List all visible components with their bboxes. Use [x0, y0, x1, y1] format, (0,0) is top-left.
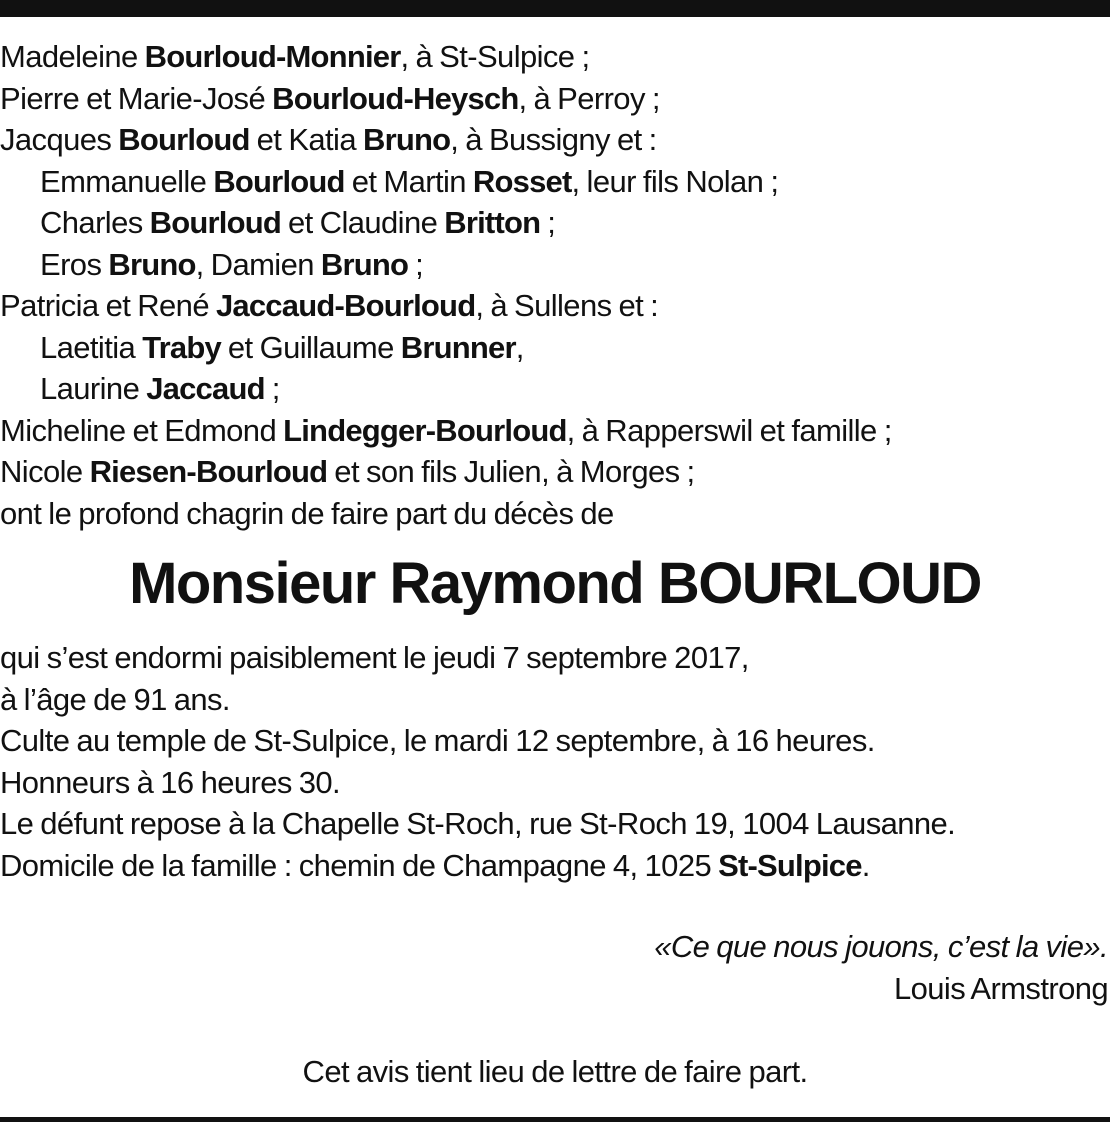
text-span: Laetitia	[40, 329, 143, 365]
detail-line: à l’âge de 91 ans.	[0, 681, 230, 717]
bottom-rule	[0, 1117, 1110, 1122]
text-span: et Guillaume	[220, 329, 401, 365]
text-span: et Claudine	[281, 205, 445, 240]
family-name: Bruno	[320, 246, 409, 282]
announcement-line: ont le profond chagrin de faire part du décès de	[0, 495, 614, 531]
family-line	[0, 244, 1110, 286]
text-span: ;	[540, 205, 556, 240]
text-span: , à St-Sulpice ;	[400, 39, 590, 74]
text-span: Patricia et René	[0, 288, 216, 323]
text-span: Pierre et Marie-José	[0, 80, 273, 116]
text-span: , à Rapperswil et famille ;	[566, 412, 892, 448]
top-rule	[0, 0, 1110, 17]
text-span: Eros	[40, 246, 109, 282]
family-name: Bourloud	[118, 122, 250, 157]
text-span: Emmanuelle	[40, 163, 214, 199]
family-name: Lindegger-Bourloud	[283, 412, 567, 448]
family-name: Bourloud	[149, 205, 281, 240]
family-line	[0, 119, 1110, 161]
text-span: , à Sullens et :	[475, 288, 659, 323]
text-span: , à Bussigny et :	[450, 122, 657, 157]
text-span: Micheline et Edmond	[0, 412, 284, 448]
family-line	[0, 36, 1110, 78]
family-list	[0, 36, 1110, 534]
text-span: Domicile de la famille : chemin de Champagne 4, 1025	[0, 847, 719, 883]
family-line	[0, 327, 1110, 369]
detail-line: Culte au temple de St-Sulpice, le mardi 12 septembre, à 16 heures.	[0, 723, 875, 758]
family-name: Bourloud-Heysch	[272, 80, 519, 116]
place-name: St-Sulpice	[718, 847, 862, 883]
text-span: Nicole	[0, 454, 90, 489]
closing-note: Cet avis tient lieu de lettre de faire part.	[302, 1054, 808, 1089]
family-name: Riesen-Bourloud	[89, 454, 328, 489]
text-span: , à Perroy ;	[518, 80, 660, 116]
family-line	[0, 451, 1110, 493]
text-span: Laurine	[40, 371, 147, 406]
text-span: , Damien	[195, 246, 321, 282]
text-span: ,	[515, 329, 524, 365]
service-details	[0, 637, 1110, 886]
detail-line: qui s’est endormi paisiblement le jeudi 7 septembre 2017,	[0, 640, 749, 675]
text-span: Madeleine	[0, 39, 145, 74]
family-name: Brunner	[400, 329, 516, 365]
family-line	[0, 78, 1110, 120]
family-line	[0, 368, 1110, 410]
text-span: , leur fils Nolan ;	[571, 163, 779, 199]
family-name: Bourloud-Monnier	[144, 39, 401, 74]
family-line	[0, 285, 1110, 327]
epigraph	[654, 926, 1108, 1010]
family-name: Bruno	[108, 246, 196, 282]
family-line	[0, 161, 1110, 203]
text-span: et Katia	[249, 122, 363, 157]
family-name: Bourloud	[213, 163, 345, 199]
family-name: Rosset	[472, 163, 572, 199]
family-line	[0, 410, 1110, 452]
family-name: Britton	[444, 205, 541, 240]
family-name: Bruno	[363, 122, 451, 157]
text-span: .	[861, 847, 870, 883]
family-name: Traby	[142, 329, 221, 365]
text-span: et Martin	[344, 163, 473, 199]
detail-line: Honneurs à 16 heures 30.	[0, 764, 341, 800]
text-span: ;	[408, 246, 424, 282]
detail-line: Le défunt repose à la Chapelle St-Roch, rue St-Roch 19, 1004 Lausanne.	[0, 806, 956, 841]
deceased-name: Monsieur Raymond BOURLOUD	[129, 551, 981, 616]
family-name: Jaccaud	[146, 371, 265, 406]
text-span: ;	[264, 371, 280, 406]
text-span: et son fils Julien, à Morges ;	[327, 454, 695, 489]
quote-text: «Ce que nous jouons, c’est la vie».	[654, 929, 1108, 964]
family-line	[0, 202, 1110, 244]
text-span: Jacques	[0, 122, 119, 157]
detail-line	[0, 845, 1110, 887]
quote-author: Louis Armstrong	[894, 971, 1108, 1006]
family-name: Jaccaud-Bourloud	[215, 288, 476, 323]
text-span: Charles	[40, 205, 150, 240]
